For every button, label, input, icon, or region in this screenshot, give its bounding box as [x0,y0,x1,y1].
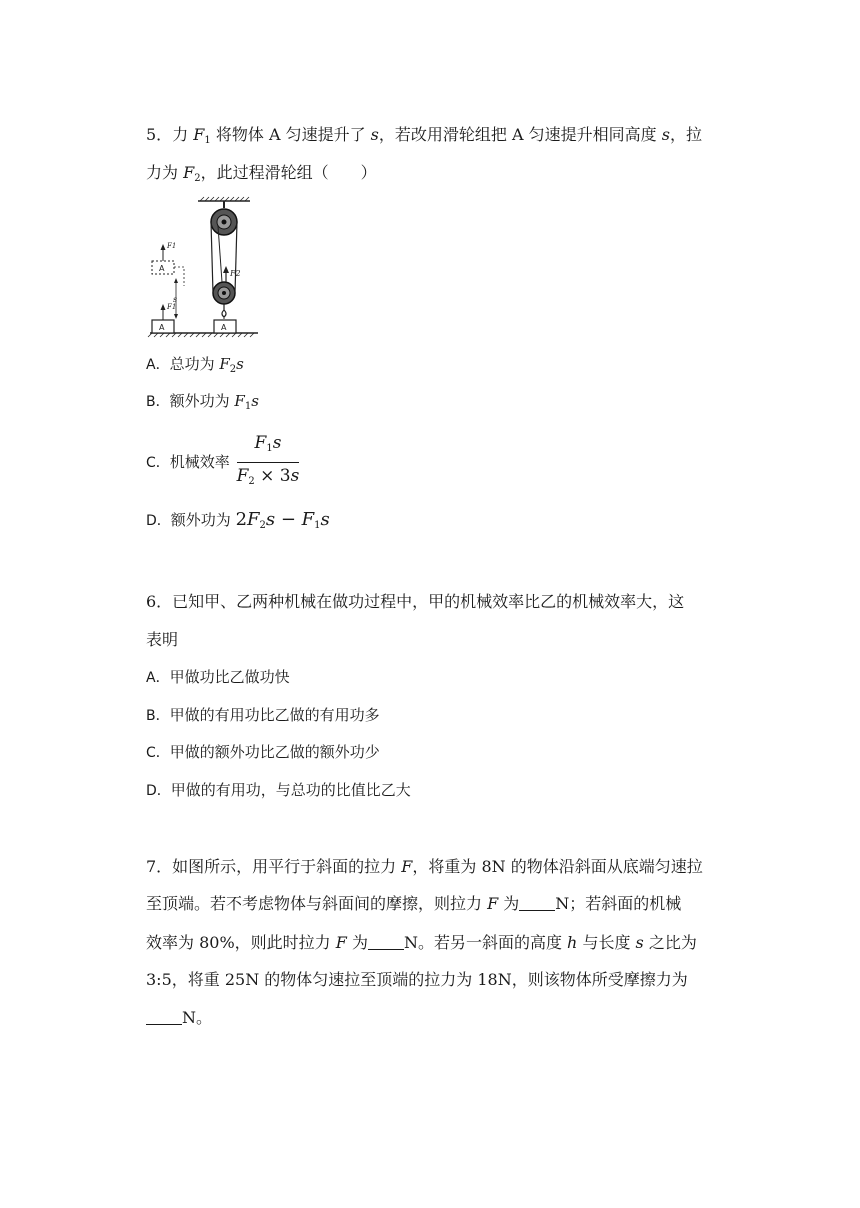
answer-blank-3[interactable] [146,1010,182,1025]
svg-text:F1: F1 [167,303,177,311]
label-F2: F2 [230,269,241,278]
q7-line-5: N。 [146,1008,212,1028]
svg-text:A: A [221,323,227,332]
q7-line-2: 至顶端。若不考虑物体与斜面间的摩擦，则拉力 F 为 N；若斜面的机械 [146,894,682,913]
fraction-denominator: $F_2 \times 3s$ [236,466,300,487]
svg-text:s: s [173,295,178,304]
q5-number: 5． [146,125,173,144]
pulley-figure [140,196,265,338]
efficiency-fraction [237,432,300,493]
svg-text:A: A [159,264,165,273]
q5-line-1: 5．力 $F_1$ 将物体 A 匀速提升了 s，若改用滑轮组把 A 匀速提升相同高度 s，拉 [146,125,702,146]
q5-option-c: C．机械效率 $\frac{F_1s}{F_2 \times 3s}$ [146,432,299,493]
svg-text:F1: F1 [167,242,177,250]
fraction-numerator: $F_1s$ [237,432,300,463]
svg-text:A: A [159,323,165,332]
q5-option-b: B．额外功为 $F_1s$ [146,392,259,412]
q5-option-d: D．额外功为 $2F_2s - F_1s$ [146,509,330,531]
q7-line-1: 7．如图所示，用平行于斜面的拉力 F，将重为 8N 的物体沿斜面从底端匀速拉 [146,857,703,876]
q6-option-c: C．甲做的额外功比乙做的额外功少 [146,743,380,761]
q6-option-b: B．甲做的有用功比乙做的有用功多 [146,706,380,724]
q6-line-1: 6．已知甲、乙两种机械在做功过程中，甲的机械效率比乙的机械效率大，这 [146,592,685,611]
q6-line-2: 表明 [146,630,179,649]
q6-option-a: A．甲做功比乙做功快 [146,668,290,686]
q5-line-2: 力为 $F_2$，此过程滑轮组（ ） [146,163,377,184]
q7-line-4: 3:5，将重 25N 的物体匀速拉至顶端的拉力为 18N，则该物体所受摩擦力为 [146,970,688,989]
answer-blank-1[interactable] [519,896,555,911]
q7-line-3: 效率为 80%，则此时拉力 F 为 N。若另一斜面的高度 h 与长度 s 之比为 [146,933,697,952]
answer-blank-2[interactable] [368,935,404,950]
q5-option-a: A．总功为 $F_2s$ [146,355,244,375]
q6-option-d: D．甲做的有用功，与总功的比值比乙大 [146,781,411,799]
